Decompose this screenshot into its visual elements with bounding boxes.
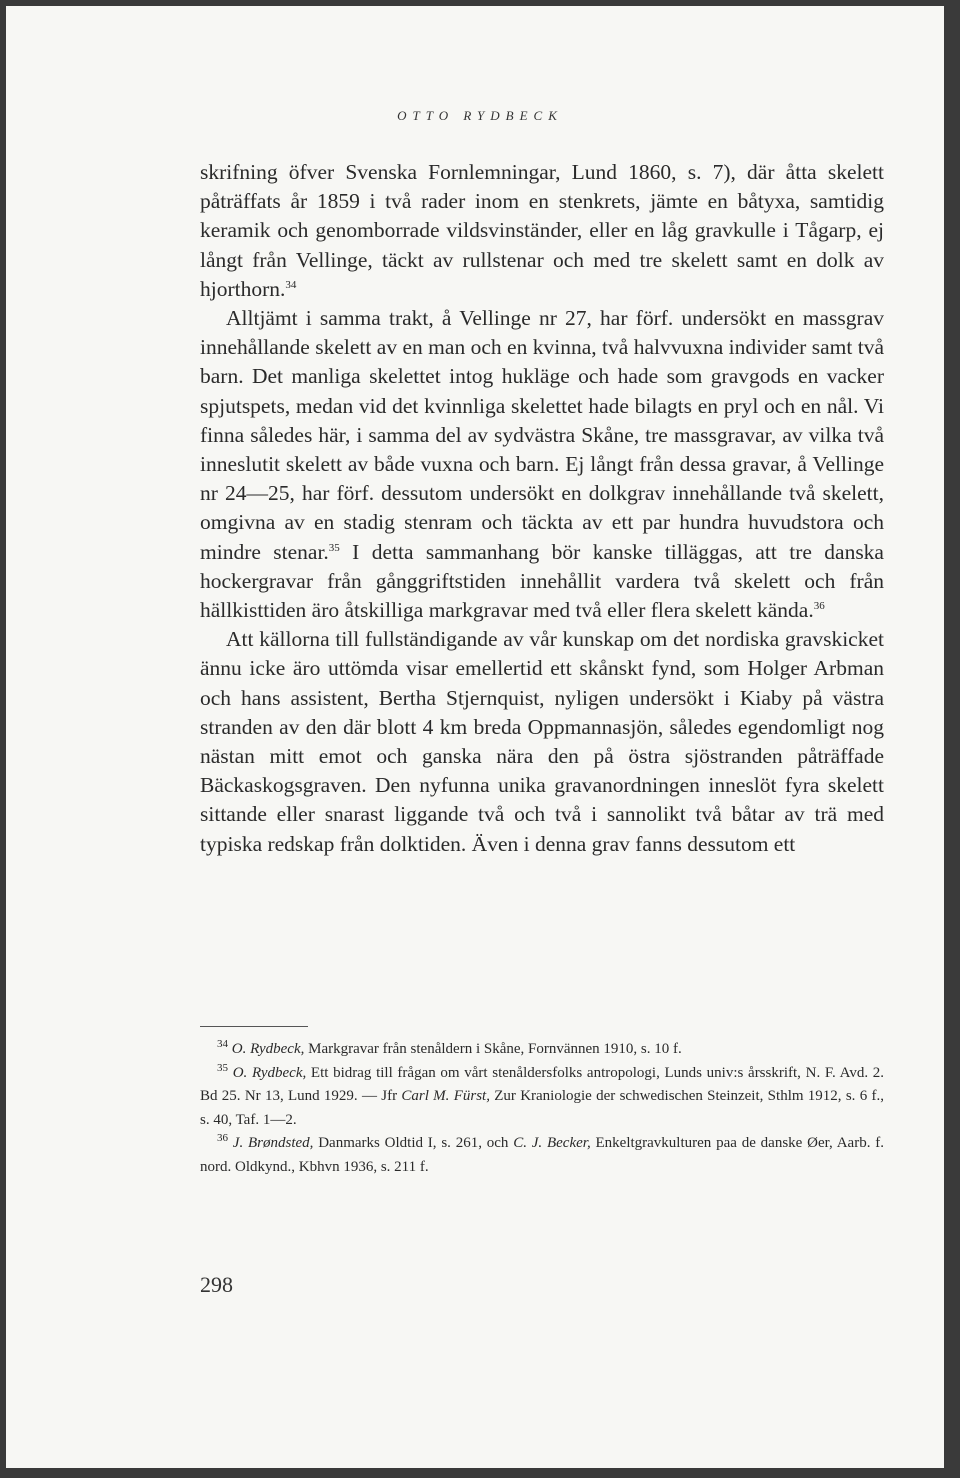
footnote-text: Ett bidrag till frågan om vårt stenåldersfolks antropologi, Lunds univ:s årsskrift, N. F. Avd. 2. Bd 25. Nr 13, Lund 1929. — Jfr — [200, 1064, 885, 1104]
body-text — [200, 158, 884, 859]
footnote-author: J. Brøndsted, — [232, 1135, 314, 1151]
footnote-author: Carl M. Fürst, — [401, 1088, 490, 1104]
running-head: OTTO RYDBECK — [397, 108, 563, 123]
footnote-ref-34: 34 — [285, 278, 297, 291]
footnote-ref-36: 36 — [813, 599, 825, 612]
footnote-text: Markgravar från stenåldern i Skåne, Fornvännen 1910, s. 10 f. — [304, 1041, 682, 1057]
footnote-number: 36 — [217, 1132, 228, 1144]
footnote-divider — [200, 1026, 308, 1027]
paragraph-2-text-a: Alltjämt i samma trakt, å Vellinge nr 27, har förf. undersökt en massgrav innehållande skelett av en man och en kvinna, två halvvuxna individer samt två barn. Det manliga skelettet intog hukläge och hade som gravgods en vacker spjutspets, medan vid det kvinnliga skelettet hade bilagts en pryl och en nål. Vi finna således här, i samma del av sydvästra Skåne, tre massgravar, av vilka två inneslutit skelett av både vuxna och barn. Ej långt från dessa gravar, å Vellinge nr 24—25, har förf. dessutom undersökt en dolkgrav innehållande två skelett, omgivna av en stadig stenram och täckta av ett par hundra huvudstora och mindre stenar. — [200, 306, 884, 564]
footnote-text: Zur Kraniologie der schwedischen Steinzeit, Sthlm 1912, s. 6 f., s. 40, Taf. 1—2. — [200, 1088, 885, 1128]
footnote-text: Enkeltgravkulturen paa de danske Øer, Aarb. f. nord. Oldkynd., Kbhvn 1936, s. 211 f. — [200, 1135, 884, 1175]
paragraph-1-text: skrifning öfver Svenska Fornlemningar, Lund 1860, s. 7), där åtta skelett påträffats år 1859 i två rader inom en stenkrets, jämte en båtyxa, samtidig keramik och genomborrade vildsvinständer, eller en låg gravkulle i Tågarp, ej långt från Vellinge, täckt av rullstenar och med tre skelett samt en dolk av hjorthorn. — [200, 160, 884, 301]
paragraph-3: Att källorna till fullständigande av vår kunskap om det nordiska gravskicket ännu icke äro uttömda visar emellertid ett skånskt fynd, som Holger Arbman och hans assistent, Bertha Stjernquist, nyligen undersökt i Kiaby på västra stranden av den där blott 4 km breda Oppmannasjön, således egendomligt nog nästan mitt emot och ganska nära den på östra sjöstranden påträffade Bäckaskogsgraven. Den nyfunna unika gravanordningen inneslöt fyra skelett sittande eller snarast liggande två och två i sannolikt två båtar av trä med typiska redskap från dolktiden. Även i denna grav fanns dessutom ett — [200, 627, 884, 856]
footnote-35 — [200, 1062, 884, 1133]
footnote-number: 35 — [217, 1061, 228, 1074]
footnote-ref-35: 35 — [328, 541, 340, 554]
paragraph-2 — [200, 304, 884, 625]
footnotes — [200, 1038, 884, 1179]
footnote-36 — [200, 1132, 884, 1179]
paragraph-2-text-b: I detta sammanhang bör kanske tilläggas, att tre danska hockergravar från gånggriftstiden innehållit vardera två skelett och från hällkisttiden äro åtskilliga markgravar med två eller flera skelett kända. — [200, 539, 884, 623]
footnote-author: C. J. Becker, — [513, 1135, 591, 1151]
page-number: 298 — [200, 1272, 233, 1297]
footnote-34 — [200, 1038, 884, 1062]
footnote-author: O. Rydbeck, — [232, 1064, 307, 1081]
footnote-author: O. Rydbeck, — [231, 1041, 305, 1057]
footnote-number: 34 — [217, 1038, 228, 1050]
paragraph-1 — [200, 158, 884, 304]
footnote-text: Danmarks Oldtid I, s. 261, och — [313, 1135, 514, 1151]
